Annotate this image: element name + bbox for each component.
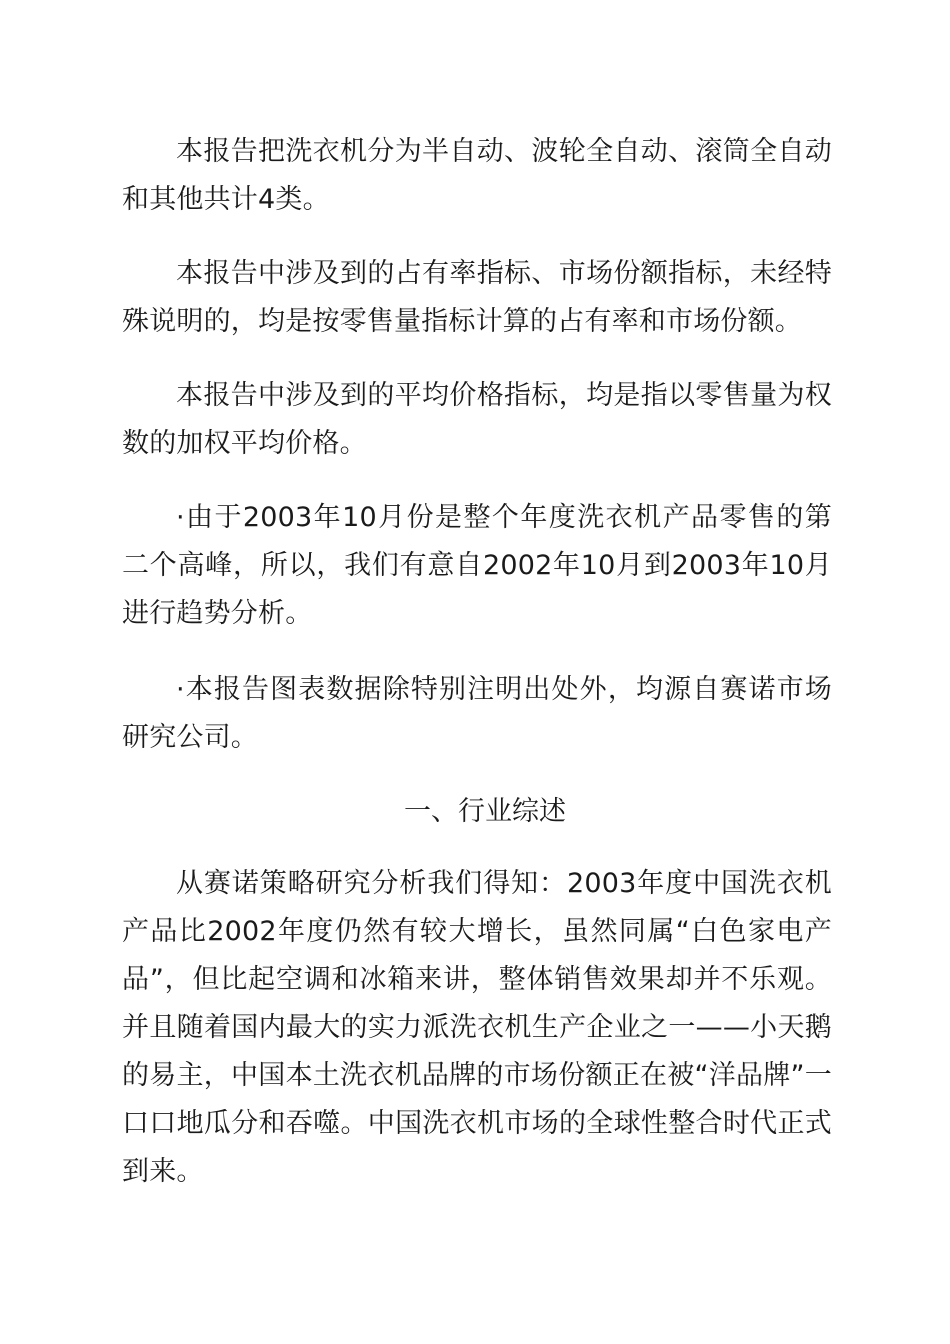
paragraph-share-definition: 本报告中涉及到的占有率指标、市场份额指标，未经特殊说明的，均是按零售量指标计算的占有率和市场份额。: [122, 258, 832, 337]
section-heading: 一、行业综述: [404, 796, 566, 827]
paragraph-data-source: ·本报告图表数据除特别注明出处外，均源自赛诺市场研究公司。: [122, 674, 832, 753]
paragraph-categories: 本报告把洗衣机分为半自动、波轮全自动、滚筒全自动和其他共计4类。: [122, 136, 832, 215]
paragraph-industry-overview: 从赛诺策略研究分析我们得知：2003年度中国洗衣机产品比2002年度仍然有较大增长，虽然同属“白色家电产品”，但比起空调和冰箱来讲，整体销售效果却并不乐观。并且随着国内最大的实力派洗衣机生产企业之一——小天鹅的易主，中国本土洗衣机品牌的市场份额正在被“洋品牌”一口口地瓜分和吞噬。中国洗衣机市场的全球性整合时代正式到来。: [122, 868, 832, 1187]
paragraph-trend-period: ·由于2003年10月份是整个年度洗衣机产品零售的第二个高峰，所以，我们有意自2002年10月到2003年10月进行趋势分析。: [122, 502, 832, 629]
paragraph-price-definition: 本报告中涉及到的平均价格指标，均是指以零售量为权数的加权平均价格。: [122, 380, 832, 459]
